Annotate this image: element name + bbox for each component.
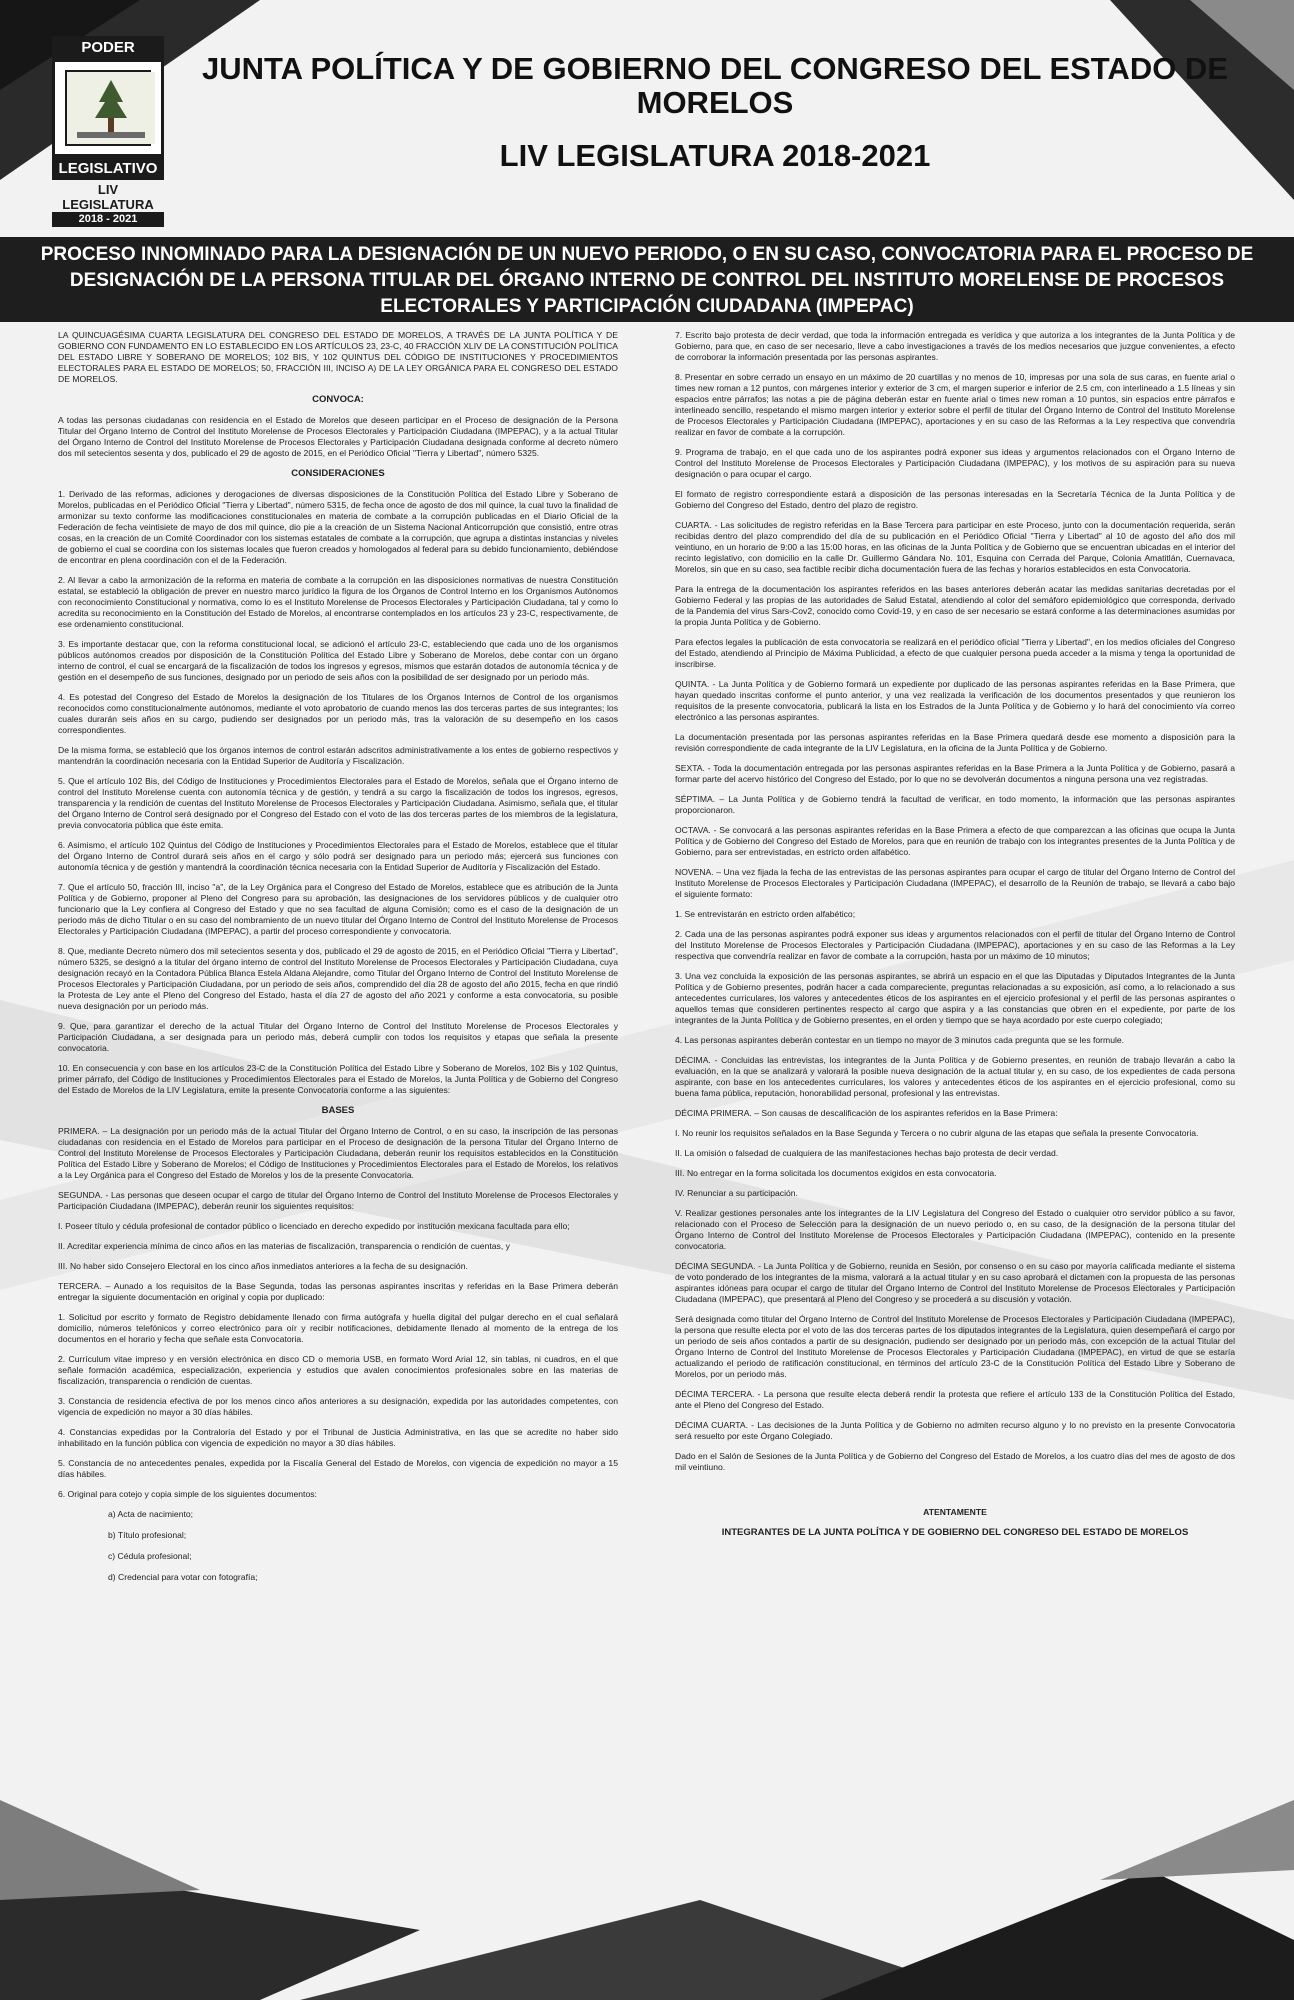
atentamente-label: ATENTAMENTE [923, 1507, 987, 1517]
page-subtitle: LIV LEGISLATURA 2018-2021 [499, 138, 931, 173]
base-decima: DÉCIMA. - Concluidas las entrevistas, los integrantes de la Junta Política y de Gobierno presentes, en reunión de trabajo llevarán a cabo la evaluación, en la que se analizará y valorará la posible nueva designación de la actual titular y, en su caso, de los expedientes de cada persona aspirante, con base en los antecedentes curriculares, los valores y antecedentes éticos de los aspirantes en el ejercicio profesional, como su buena fama pública, reputación, honorabilidad personal, profesional y las entrevistas. [675, 1055, 1235, 1098]
publication-note: Para efectos legales la publicación de esta convocatoria se realizará en el periódico oficial "Tierra y Libertad", en los medios oficiales del Congreso del Estado, atendiendo al Principio de Máxima Publicidad, a efecto de que cualquier persona pueda acceder a la misma y tenga la oportunidad de inscribirse. [675, 637, 1235, 669]
document-5: 5. Constancia de no antecedentes penales, expedida por la Fiscalía General del Estado de Morelos, con vigencia de expedición no mayor a 15 días hábiles. [58, 1458, 618, 1479]
seal-emblem [52, 59, 164, 157]
closing-statement: Dado en el Salón de Sesiones de la Junta Política y de Gobierno del Congreso del Estado de Morelos, a los cuatro días del mes de agosto de dos mil veintiuno. [675, 1451, 1235, 1472]
base-quinta: QUINTA. - La Junta Política y de Gobierno formará un expediente por duplicado de las personas aspirantes referidas en la Base Primera, que hayan quedado inscritas conforme el punto anterior, y una vez realizada la verificación de los documentos presentados y que reunieron los requisitos de la presente convocatoria, publicará la lista en los Estrados de la Junta Política y de Gobierno y lo hará del conocimiento vía correo electrónico a las personas aspirantes. [675, 679, 1235, 722]
consideration-9: 9. Que, para garantizar el derecho de la actual Titular del Órgano Interno de Control del Instituto Morelense de Procesos Electorales y Participación Ciudadana, a ser designada para un periodo más, deberá cumplir con todos los requisitos y etapas que señala la presente convocatoria. [58, 1021, 618, 1053]
base-tercera: TERCERA. – Aunado a los requisitos de la Base Segunda, todas las personas aspirantes inscritas y referidas en la Base Primera deberán entregar la siguiente documentación en original y copia por duplicado: [58, 1281, 618, 1302]
signatories-label: INTEGRANTES DE LA JUNTA POLÍTICA Y DE GOBIERNO DEL CONGRESO DEL ESTADO DE MORELOS [721, 1527, 1189, 1538]
document-9: 9. Programa de trabajo, en el que cada uno de los aspirantes podrá exponer sus ideas y argumentos relacionados con el Órgano Interno de Control del Instituto Morelense de Procesos Electorales y Participación Ciudadana (IMPEPAC), y los motivos de su aspiración para su nueva designación o para ocupar el cargo. [675, 447, 1235, 479]
disqualification-5: V. Realizar gestiones personales ante los integrantes de la LIV Legislatura del Congreso del Estado o cualquier otro servidor público a su favor, relacionado con el Proceso de Selección para la designación de un nuevo periodo o, en su caso, de la designación de la persona titular del Órgano Interno de Control del Instituto Morelense de Procesos Electorales y Participación Ciudadana (IMPEPAC), contenido en la presente convocatoria. [675, 1208, 1235, 1251]
right-column [675, 330, 1235, 1548]
base-decima-cuarta: DÉCIMA CUARTA. - Las decisiones de la Junta Política y de Gobierno no admiten recurso alguno y lo no previsto en la presente Convocatoria será resuelto por este Órgano Colegiado. [675, 1420, 1235, 1441]
consideration-10: 10. En consecuencia y con base en los artículos 23-C de la Constitución Política del Estado Libre y Soberano de Morelos, 102 Bis y 102 Quintus, primer párrafo, del Código de Instituciones y Procedimientos Electorales para el Estado de Morelos, la Junta Política y de Gobierno del Congreso del Estado de Morelos de la LIV Legislatura, emite la presente Convocatoria conforme a las siguientes: [58, 1063, 618, 1095]
requirement-2: II. Acreditar experiencia mínima de cinco años en las materias de fiscalización, transparencia o rendición de cuentas, y [58, 1241, 510, 1251]
disqualification-3: III. No entregar en la forma solicitada los documentos exigidos en esta convocatoria. [675, 1168, 997, 1178]
consideration-1: 1. Derivado de las reformas, adiciones y derogaciones de diversas disposiciones de la Constitución Política del Estado Libre y Soberano de Morelos, publicadas en el Periódico Oficial "Tierra y Libertad", número 5315, de fecha once de agosto de dos mil quince, la cual tuvo la finalidad de armonizar su texto conforme las modificaciones constitucionales en materia de combate a la corrupción publicadas en el Diario Oficial de la Federación de fecha veintisiete de mayo de dos mil quince, dio pie a la creación de un Sistema Nacional Anticorrupción que consistió, entre otras cosas, en la creación de un Comité Coordinador con los sistemas estatales de combate a la corrupción, que agrupa a distintas instancias y niveles de gobierno el cual se coordina con los sistemas locales que fueron creados y homologados al federal para su debido funcionamiento, debiéndose de encontrar en plena coordinación con el de la Federación. [58, 489, 618, 565]
preamble: LA QUINCUAGÉSIMA CUARTA LEGISLATURA DEL CONGRESO DEL ESTADO DE MORELOS, A TRAVÉS DE LA JUNTA POLÍTICA Y DE GOBIERNO CON FUNDAMENTO EN LO ESTABLECIDO EN LOS ARTÍCULOS 23, 23-C, 40 FRACCIÓN XLIV DE LA CONSTITUCIÓN POLÍTICA DEL ESTADO LIBRE Y SOBERANO DE MORELOS; 102 BIS, Y 102 QUINTUS DEL CÓDIGO DE INSTITUCIONES Y PROCEDIMIENTOS ELECTORALES PARA EL ESTADO DE MORELOS; 50, FRACCIÓN III, INCISO A) DE LA LEY ORGÁNICA PARA EL CONGRESO DEL ESTADO DE MORELOS. [58, 330, 618, 384]
base-octava: OCTAVA. - Se convocará a las personas aspirantes referidas en la Base Primera a efecto de que comparezcan a las oficinas que ocupa la Junta Política y de Gobierno del Congreso del Estado de Morelos, para que en reunión de trabajo con los integrantes presentes de la Junta Política y de Gobierno, para ser entrevistadas, en estricto orden alfabético. [675, 825, 1235, 857]
base-decima-primera: DÉCIMA PRIMERA. – Son causas de descalificación de los aspirantes referidos en la Base Primera: [675, 1108, 1058, 1118]
designation-paragraph: Será designada como titular del Órgano Interno de Control del Instituto Morelense de Procesos Electorales y Participación Ciudadana (IMPEPAC), la persona que resulte electa por el voto de las dos terceras partes de los diputados integrantes de la Legislatura, quien desempeñará el cargo por un periodo de seis años contados a partir de su designación, pudiendo ser designado por un periodo más, con excepción de la actual Titular del Órgano Interno de Control del Instituto Morelense de Procesos Electorales y Participación Ciudadana (IMPEPAC), en virtud de que se estaría actualizando el periodo de ratificación constitucional, en términos del artículo 23-C de la Constitución Política del Estado Libre y Soberano de Morelos, por un periodo más. [675, 1314, 1235, 1379]
base-septima: SÉPTIMA. – La Junta Política y de Gobierno tendrá la facultad de verificar, en todo momento, la información que las personas aspirantes proporcionaron. [675, 794, 1235, 815]
consideration-5: 5. Que el artículo 102 Bis, del Código de Instituciones y Procedimientos Electorales para el Estado de Morelos, señala que el Órgano interno de control del Instituto Morelense cuenta con autonomía técnica y de gestión, y tendrá a su cargo la fiscalización de todos los ingresos, egresos, transparencia y la rendición de cuentas del Instituto Morelense de Procesos Electorales y Participación Ciudadana. Asimismo, señala que, el titular del Órgano Interno de Control será designado por el Congreso del Estado con el voto de las dos terceras partes de los miembros de la legislatura, previa convocatoria pública que éste emita. [58, 776, 618, 830]
consideration-4: 4. Es potestad del Congreso del Estado de Morelos la designación de los Titulares de los Órganos Internos de Control de los organismos reconocidos como constitucionalmente autónomos, mediante el voto aprobatorio de cuando menos las dos terceras partes de sus integrantes; los cuales durarán seis años en su cargo, pudiendo ser designados por un periodo más, tras la valoración de su desempeño en los casos correspondientes. [58, 692, 618, 735]
disqualification-4: IV. Renunciar a su participación. [675, 1188, 798, 1198]
base-sexta: SEXTA. - Toda la documentación entregada por las personas aspirantes referidas en la Base Primera a la Junta Política y de Gobierno, pasará a formar parte del acervo histórico del Congreso del Estado, por lo que no se devolverán documentos a ninguna persona una vez registradas. [675, 763, 1235, 784]
document-6b: b) Título profesional; [108, 1530, 187, 1540]
call-title-banner [0, 237, 1294, 322]
consideration-8: 8. Que, mediante Decreto número dos mil setecientos sesenta y dos, publicado el 29 de agosto de 2015, en el Periódico Oficial "Tierra y Libertad", número 5325, se designó a la titular del órgano interno de control del Instituto Morelense de Procesos Electorales y Participación Ciudadana, cuya designación recayó en la Contadora Pública Blanca Estela Aldana Alejandre, como Titular del Órgano Interno de Control del Instituto Morelense de Procesos Electorales y Participación Ciudadana, por un periodo de seis años, comprendido del día 28 de agosto del año 2015, fecha en que rindió la Protesta de Ley ante el Pleno del Congreso del Estado, hasta el día 27 de agosto del año 2021 y conforme a esta convocatoria, su posible nueva designación por un periodo más. [58, 946, 618, 1011]
registration-form-note: El formato de registro correspondiente estará a disposición de las personas interesadas en la Secretaría Técnica de la Junta Política y de Gobierno del Congreso del Estado, dentro del plazo de registro. [675, 489, 1235, 510]
document-1: 1. Solicitud por escrito y formato de Registro debidamente llenado con firma autógrafa y huella digital del pulgar derecho en el cual señalará domicilio, números telefónicos y correo electrónico para oír y recibir notificaciones, debidamente llenado al momento de la entrega de los documentos en el horario y fecha que señale esta Convocatoria. [58, 1312, 618, 1344]
base-quinta-continued: La documentación presentada por las personas aspirantes referidas en la Base Primera quedará desde ese momento a disposición para la revisión correspondiente de cada integrante de la LIV Legislatura, en la oficina de la Junta Política y de Gobierno. [675, 732, 1235, 753]
requirement-1: I. Poseer título y cédula profesional de contador público o licenciado en derecho expedido por institución mexicana facultada para ello; [58, 1221, 570, 1231]
left-column [58, 330, 618, 1593]
seal-years: 2018 - 2021 [52, 212, 164, 227]
considerations-heading: CONSIDERACIONES [291, 468, 385, 479]
consideration-6: 6. Asimismo, el artículo 102 Quintus del Código de Instituciones y Procedimientos Electorales para el Estado de Morelos, establece que el titular del Órgano Interno de Control durará seis años en el cargo y sólo podrá ser designado para un periodo más; ejercerá sus funciones con autonomía técnica y de gestión y mantendrá la coordinación técnica necesaria con la Entidad Superior de Auditoría y Fiscalización del Estado. [58, 840, 618, 872]
call-title-text: PROCESO INNOMINADO PARA LA DESIGNACIÓN DE UN NUEVO PERIODO, O EN SU CASO, CONVOCATORIA PARA EL PROCESO DE DESIGNACIÓN DE LA PERSONA TITULAR DEL ÓRGANO INTERNO DE CONTROL DEL INSTITUTO MORELENSE DE PROCESOS ELECTORALES Y PARTICIPACIÓN CIUDADANA (IMPEPAC) [40, 244, 1254, 317]
document-2: 2. Currículum vitae impreso y en versión electrónica en disco CD o memoria USB, en formato Word Arial 12, sin tablas, ni cuadros, en el que señale formación académica, especialización, experiencia y estudios que avalen conocimientos profesionales sobre en las materias de fiscalización, transparencia o rendición de cuentas. [58, 1354, 618, 1386]
base-decima-tercera: DÉCIMA TERCERA. - La persona que resulte electa deberá rendir la protesta que refiere el artículo 133 de la Constitución Política del Estado, ante el Pleno del Congreso del Estado. [675, 1389, 1235, 1410]
document-7: 7. Escrito bajo protesta de decir verdad, que toda la información entregada es verídica y que autoriza a los integrantes de la Junta Política y de Gobierno, para que, en caso de ser necesario, lleve a cabo investigaciones a través de los medios necesarios que juzgue convenientes, a efecto de corroborar la información presentada por las personas aspirantes. [675, 330, 1235, 362]
consideration-7: 7. Que el artículo 50, fracción III, inciso "a", de la Ley Orgánica para el Congreso del Estado de Morelos, establece que es atribución de la Junta Política y de Gobierno, proponer al Pleno del Congreso para su aprobación, las designaciones de los servidores públicos y de cualquier otro funcionario que la Ley confiera al Congreso del Estado y que no sea facultad de alguna Comisión; como es el caso de la designación de un periodo más de dicho Titular o en su caso del nombramiento de un nuevo titular del Órgano Interno de Control del Instituto Morelense de Procesos Electorales y Participación Ciudadana (IMPEPAC), a partir del proceso correspondiente y convocatoria. [58, 882, 618, 936]
document-6d: d) Credencial para votar con fotografía; [108, 1572, 258, 1582]
document-4: 4. Constancias expedidas por la Contraloría del Estado y por el Tribunal de Justicia Administrativa, en las que se acredite no haber sido inhabilitado en la función pública con vigencia de expedición no mayor a 30 días hábiles. [58, 1427, 618, 1448]
sanitary-measures: Para la entrega de la documentación los aspirantes referidos en las bases anteriores deberán acatar las medidas sanitarias decretadas por el Gobierno Federal y las propias de las autoridades de Salud Estatal, atendiendo al color del semáforo epidemiológico que corresponda, derivado de la Pandemia del virus Sars-Cov2, conocido como Covid-19, y en caso de ser necesario se estará conforme a las determinaciones asumidas por la propia Junta Política y de Gobierno. [675, 584, 1235, 627]
document-6c: c) Cédula profesional; [108, 1551, 192, 1561]
document-6: 6. Original para cotejo y copia simple de los siguientes documentos: [58, 1489, 317, 1499]
seal-legislature: LIV LEGISLATURA [62, 182, 154, 212]
base-segunda: SEGUNDA. - Las personas que deseen ocupar el cargo de titular del Órgano Interno de Control del Instituto Morelense de Procesos Electorales y Participación Ciudadana (IMPEPAC), deberán reunir los siguientes requisitos: [58, 1190, 618, 1211]
interview-step-2: 2. Cada una de las personas aspirantes podrá exponer sus ideas y argumentos relacionados con el perfil de titular del Órgano Interno de Control del Instituto Morelense de Procesos Electorales y Participación Ciudadana (IMPEPAC), aportaciones y en su caso de las Reformas a la Ley respectiva que convendría realizar en favor de combate a la corrupción, hasta por un máximo de 10 minutos; [675, 929, 1235, 961]
convoca-heading: CONVOCA: [312, 394, 364, 405]
consideration-2: 2. Al llevar a cabo la armonización de la reforma en materia de combate a la corrupción en las disposiciones normativas de nuestra Constitución estatal, se estableció la obligación de prever en nuestro marco jurídico la figura de los Órganos de Control Interno en los Organismos Autónomos con reconocimiento Constitucional y normativa, como lo es el Instituto Morelense de Procesos Electorales y Participación Ciudadana, tal y como lo acredita su reconocimiento en la Constitución del Estado de Morelos, al encontrarse contemplados en los artículos 23 y 23-C, respectivamente, de ese ordenamiento constitucional. [58, 575, 618, 629]
disqualification-1: I. No reunir los requisitos señalados en la Base Segunda y Tercera o no cubrir alguna de las etapas que señala la presente Convocatoria. [675, 1128, 1199, 1138]
interview-step-1: 1. Se entrevistarán en estricto orden alfabético; [675, 909, 856, 919]
document-3: 3. Constancia de residencia efectiva de por los menos cinco años anteriores a su designación, expedida por las autoridades competentes, con vigencia de expedición no mayor a 30 días hábiles. [58, 1396, 618, 1417]
consideration-3: 3. Es importante destacar que, con la reforma constitucional local, se adicionó el artículo 23-C, estableciendo que cada uno de los organismos públicos autónomos creados por disposición de la Constitución Política del Estado Libre y Soberano de Morelos, debe contar con un órgano interno de control, el cual se encargará de la fiscalización de todos los ingresos y egresos, mismos que estarán dotados de autonomía técnica y de gestión en el desempeño de sus funciones, designado por un periodo de seis años con la posibilidad de ser designado por un periodo más. [58, 639, 618, 682]
seal-bottom-label: LEGISLATIVO [52, 157, 164, 180]
tree-emblem-icon [67, 72, 155, 144]
interview-step-4: 4. Las personas aspirantes deberán contestar en un tiempo no mayor de 3 minutos cada pregunta que se les formule. [675, 1035, 1125, 1045]
seal-emblem-image [65, 70, 151, 146]
convoca-paragraph: A todas las personas ciudadanas con residencia en el Estado de Morelos que deseen participar en el Proceso de designación de la Persona Titular del Órgano Interno de Control del Instituto Morelense de Procesos Electorales y Participación Ciudadana (IMPEPAC), y a la actual Titular del Órgano Interno de Control del Instituto Morelense de Procesos Electorales y Participación Ciudadana designada conforme al decreto número dos mil setecientos sesenta y dos, publicado el 29 de agosto de 2015, en el Periódico Oficial "Tierra y Libertad", número 5325. [58, 415, 618, 458]
seal-top-label: PODER [52, 36, 164, 59]
document-6a: a) Acta de nacimiento; [108, 1509, 194, 1519]
page-title: JUNTA POLÍTICA Y DE GOBIERNO DEL CONGRESO DEL ESTADO DE MORELOS [202, 51, 1228, 120]
requirement-3: III. No haber sido Consejero Electoral en los cinco años inmediatos anteriores a la fecha de su designación. [58, 1261, 468, 1271]
base-novena: NOVENA. – Una vez fijada la fecha de las entrevistas de las personas aspirantes para ocupar el cargo de titular del Órgano Interno de Control del Instituto Morelense de Procesos Electorales y Participación Ciudadana (IMPEPAC), el desarrollo de la Reunión de trabajo, se llevará a cabo bajo el siguiente formato: [675, 867, 1235, 899]
base-decima-segunda: DÉCIMA SEGUNDA. - La Junta Política y de Gobierno, reunida en Sesión, por consenso o en su caso por mayoría calificada mediante el sistema de voto ponderado de los integrantes de la misma, valorará a la actual titular y en su caso aprobará el dictamen con la propuesta de las personas aspirantes idóneas para ocupar el cargo de titular del Órgano Interno de Control del Instituto Morelense de Procesos Electorales y Participación Ciudadana (IMPEPAC), que presentará al Pleno del Congreso y se procederá a su discusión y votación. [675, 1261, 1235, 1304]
consideration-4-continued: De la misma forma, se estableció que los órganos internos de control estarán adscritos administrativamente a los entes de gobierno respectivos y mantendrán la coordinación necesaria con la Entidad Superior de Auditoría y Fiscalización. [58, 745, 618, 766]
base-primera: PRIMERA. – La designación por un periodo más de la actual Titular del Órgano Interno de Control, o en su caso, la inscripción de las personas ciudadanas con residencia en el Estado de Morelos para participar en el Proceso de designación de la persona Titular del Órgano Interno de Control del Instituto Morelense de Procesos Electorales y Participación Ciudadana, deberán reunir los requisitos establecidos en la Constitución Política del Estado Libre y Soberano de Morelos; el Código de Instituciones y Procedimientos Electorales para el Estado de Morelos, los relativos a la Ley Orgánica para el Congreso del Estado de Morelos y los de la presente Convocatoria. [58, 1126, 618, 1180]
congress-seal [52, 36, 164, 225]
disqualification-2: II. La omisión o falsedad de cualquiera de las manifestaciones hechas bajo protesta de decir verdad. [675, 1148, 1059, 1158]
interview-step-3: 3. Una vez concluida la exposición de las personas aspirantes, se abrirá un espacio en el que las Diputadas y Diputados Integrantes de la Junta Política y de Gobierno presentes, podrán hacer a cada compareciente, preguntas relacionadas a su exposición, así como, a lo relacionado a sus antecedentes curriculares, los valores y antecedentes éticos de los aspirantes en el ejercicio profesional y el perfil de las personas aspirantes o aquellos temas que consideren pertinentes respecto al cargo que aspira y a las constancias que obren en el expediente, por parte de los integrantes de la Junta Política y de Gobierno presentes, en el orden y tiempo que se haya acordado por este cuerpo colegiado; [675, 971, 1235, 1025]
base-cuarta: CUARTA. - Las solicitudes de registro referidas en la Base Tercera para participar en este Proceso, junto con la documentación requerida, serán recibidas dentro del plazo comprendido del día de su publicación en el Periódico Oficial "Tierra y Libertad" al 10 de agosto del año dos mil veintiuno, en un horario de 9:00 a las 15:00 horas, en las oficinas de la Junta Política y de Gobierno que se encuentran ubicadas en el interior del recinto legislativo, con domicilio en la calle Dr. Guillermo Gándara No. 101, Esquina con Cerrada del Parque, Colonia Amatitlán, Cuernavaca, Morelos, sin que en su caso, sea factible recibir dicha documentación fuera de las fechas y horarios establecidos en esta Convocatoria. [675, 520, 1235, 574]
document-8: 8. Presentar en sobre cerrado un ensayo en un máximo de 20 cuartillas y no menos de 10, impresas por una sola de sus caras, en fuente arial o times new roman a 12 puntos, con márgenes interior y exterior de 3 cm, el margen superior e inferior de 2.5 cm, con interlineado a 1.5 líneas y sin espacios entre párrafos; las notas a pie de página deberán estar en fuente arial o times new roman a 10 puntos, sin espacios entre párrafos e interlineado sencillo, respetando el mismo margen interior y exterior sobre el perfil de titular del Órgano Interno de Control del Instituto Morelense de Procesos Electorales y Participación Ciudadana (IMPEPAC), aportaciones y en su caso de las Reformas a la Ley respectiva que convendría realizar en favor de combate a la corrupción. [675, 372, 1235, 437]
bases-heading: BASES [321, 1105, 355, 1116]
